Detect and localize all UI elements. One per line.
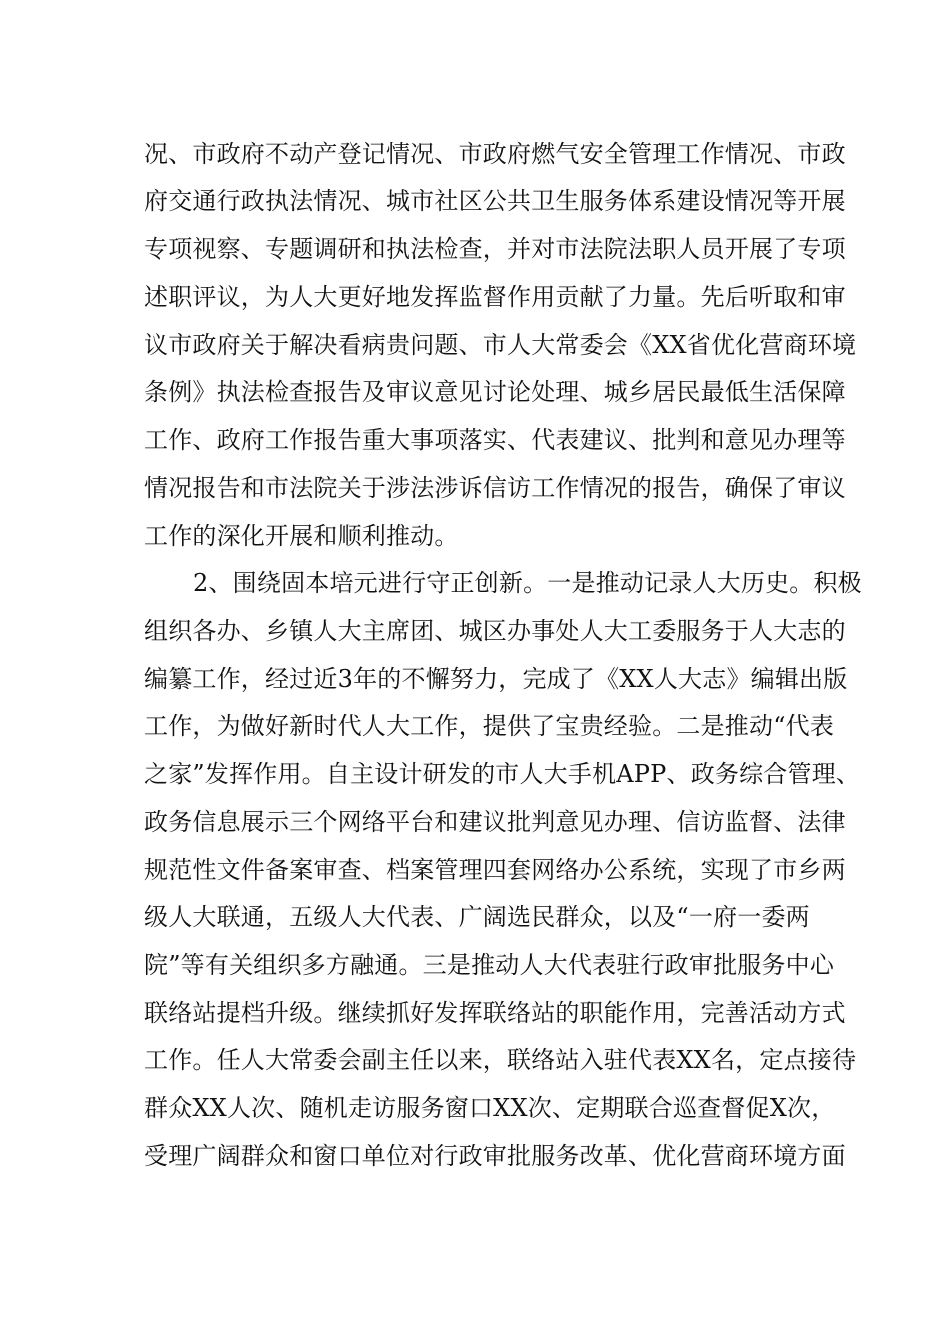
text-line: 府交通行政执法情况、城市社区公共卫生服务体系建设情况等开展 bbox=[144, 187, 846, 215]
text-line: 专项视察、专题调研和执法检查，并对市法院法职人员开展了专项 bbox=[144, 235, 846, 263]
text-line: 工作的深化开展和顺利推动。 bbox=[144, 522, 459, 550]
text-line: 级人大联通，五级人大代表、广阔选民群众，以及“一府一委两 bbox=[144, 903, 810, 931]
text-line: 工作、政府工作报告重大事项落实、代表建议、批判和意见办理等 bbox=[144, 426, 846, 454]
text-line: 2、围绕固本培元进行守正创新。一是推动记录人大历史。积极 bbox=[193, 569, 862, 597]
text-line: 组织各办、乡镇人大主席团、城区办事处人大工委服务于人大志的 bbox=[144, 617, 846, 645]
text-line: 条例》执法检查报告及审议意见讨论处理、城乡居民最低生活保障 bbox=[144, 378, 846, 406]
text-line: 受理广阔群众和窗口单位对行政审批服务改革、优化营商环境方面 bbox=[144, 1142, 846, 1170]
text-line: 议市政府关于解决看病贵问题、市人大常委会《XX省优化营商环境 bbox=[144, 331, 857, 359]
text-line: 工作。任人大常委会副主任以来，联络站入驻代表XX名，定点接待 bbox=[144, 1046, 857, 1074]
text-line: 情况报告和市法院关于涉法涉诉信访工作情况的报告，确保了审议 bbox=[144, 474, 846, 502]
text-line: 院”等有关组织多方融通。三是推动人大代表驻行政审批服务中心 bbox=[144, 951, 835, 979]
text-line: 政务信息展示三个网络平台和建议批判意见办理、信访监督、法律 bbox=[144, 808, 846, 836]
text-line: 群众XX人次、随机走访服务窗口XX次、定期联合巡查督促X次， bbox=[144, 1094, 836, 1122]
text-line: 之家”发挥作用。自主设计研发的市人大手机APP、政务综合管理、 bbox=[144, 760, 861, 788]
text-line: 况、市政府不动产登记情况、市政府燃气安全管理工作情况、市政 bbox=[144, 140, 846, 168]
text-line: 编纂工作，经过近3年的不懈努力，完成了《XX人大志》编辑出版 bbox=[144, 665, 848, 693]
text-line: 工作，为做好新时代人大工作，提供了宝贵经验。二是推动“代表 bbox=[144, 712, 835, 740]
text-line: 联络站提档升级。继续抓好发挥联络站的职能作用，完善活动方式 bbox=[144, 999, 846, 1027]
text-line: 规范性文件备案审查、档案管理四套网络办公系统，实现了市乡两 bbox=[144, 856, 846, 884]
text-line: 述职评议，为人大更好地发挥监督作用贡献了力量。先后听取和审 bbox=[144, 283, 846, 311]
